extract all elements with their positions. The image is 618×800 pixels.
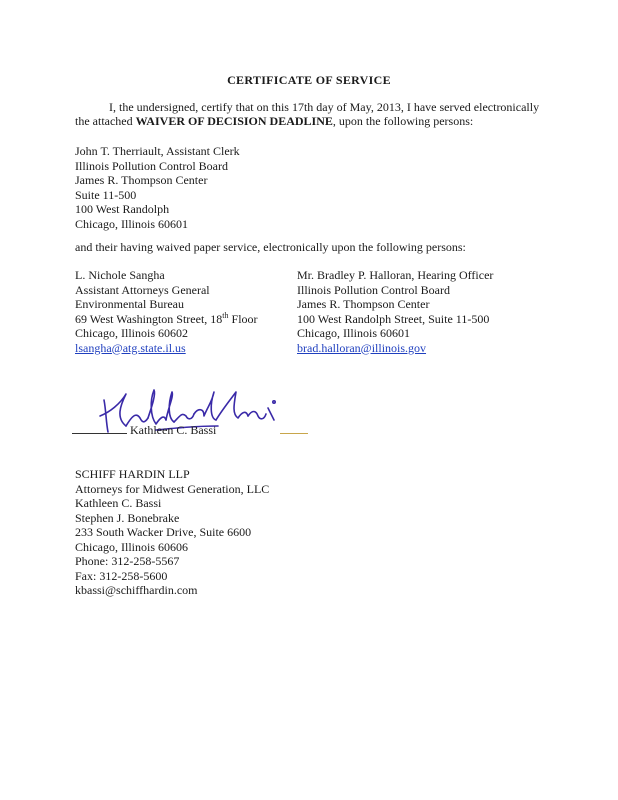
firm-street: 233 South Wacker Drive, Suite 6600	[75, 525, 252, 539]
firm-role: Attorneys for Midwest Generation, LLC	[75, 481, 270, 496]
contact-org: Illinois Pollution Control Board	[297, 282, 451, 297]
address-line: 100 West Randolph	[75, 202, 170, 216]
firm-phone: Phone: 312-258-5567	[75, 554, 180, 568]
contact-bureau: Environmental Bureau	[75, 297, 184, 311]
contact-city: Chicago, Illinois 60602	[75, 326, 188, 340]
firm-email[interactable]: kbassi@schiffhardin.com	[75, 583, 198, 597]
address-line: John T. Therriault, Assistant Clerk	[75, 144, 240, 158]
address-line: Illinois Pollution Control Board	[75, 158, 229, 173]
contact-building: James R. Thompson Center	[297, 297, 430, 311]
email-link-lsangha[interactable]: lsangha@atg.state.il.us	[75, 340, 186, 355]
left-contact-block	[75, 268, 258, 355]
signer-name: Kathleen C. Bassi	[130, 423, 217, 437]
contact-street	[75, 312, 258, 327]
contact-title: Assistant Attorneys General	[75, 282, 210, 297]
street-text: 69 West Washington Street, 18	[75, 311, 223, 326]
firm-fax: Fax: 312-258-5600	[75, 568, 168, 583]
contact-street: 100 West Randolph Street, Suite 11-500	[297, 311, 490, 326]
signature-line-right	[280, 433, 308, 434]
intro-line-2	[75, 114, 539, 128]
page-title: CERTIFICATE OF SERVICE	[227, 73, 391, 87]
street-superscript: th	[222, 310, 229, 320]
intro-line-1: I, the undersigned, certify that on this 17th day of May, 2013, I have served electronically	[109, 100, 540, 114]
firm-city: Chicago, Illinois 60606	[75, 539, 188, 554]
intro-text-end: , upon the following persons:	[332, 114, 474, 128]
intro-paragraph	[75, 100, 539, 128]
firm-attorney: Kathleen C. Bassi	[75, 496, 162, 510]
signature-line-left	[72, 433, 127, 434]
recipient-clerk-address	[75, 144, 240, 231]
intro-text: the attached	[75, 114, 136, 128]
contact-name: Mr. Bradley P. Halloran, Hearing Officer	[297, 268, 494, 282]
address-line: Chicago, Illinois 60601	[75, 216, 188, 231]
email-link-halloran[interactable]: brad.halloran@illinois.gov	[297, 340, 427, 355]
address-line: Suite 11-500	[75, 187, 137, 202]
document-name-bold: WAIVER OF DECISION DEADLINE	[135, 114, 333, 128]
contact-city: Chicago, Illinois 60601	[297, 326, 410, 340]
right-contact-block	[297, 268, 493, 355]
firm-signature-block	[75, 467, 269, 598]
firm-attorney: Stephen J. Bonebrake	[75, 510, 180, 525]
contact-name: L. Nichole Sangha	[75, 268, 165, 282]
address-line: James R. Thompson Center	[75, 173, 208, 187]
firm-name: SCHIFF HARDIN LLP	[75, 467, 190, 481]
waived-service-line: and their having waived paper service, electronically upon the following persons:	[75, 240, 466, 254]
street-text-end: Floor	[228, 311, 258, 326]
